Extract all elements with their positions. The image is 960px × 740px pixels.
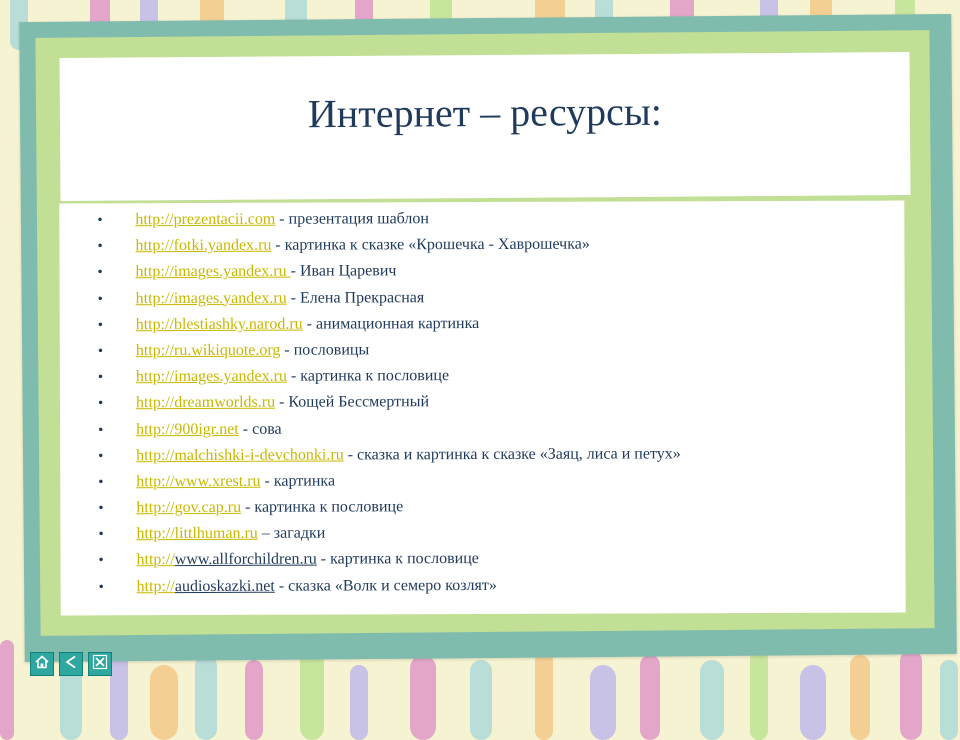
bullet: • (98, 443, 103, 469)
bullet: • (98, 495, 103, 521)
resource-description: – загадки (258, 525, 326, 542)
list-item (98, 467, 681, 495)
resource-link[interactable]: http://images.yandex.ru (136, 368, 287, 386)
bullet: • (98, 417, 103, 443)
resource-description: - сказка «Волк и семеро козлят» (275, 577, 497, 595)
close-icon (92, 654, 108, 675)
resource-description: - презентация шаблон (275, 210, 429, 228)
resource-list (97, 205, 681, 600)
resource-link[interactable]: http://ru.wikiquote.org (136, 342, 281, 360)
list-item (99, 572, 682, 600)
resource-description: - пословицы (280, 341, 369, 358)
list-item (98, 415, 681, 443)
resource-link[interactable]: http://gov.cap.ru (136, 499, 241, 516)
bullet: • (98, 548, 103, 574)
list-item (98, 441, 681, 469)
content-panel (59, 201, 905, 616)
bullet: • (98, 312, 103, 338)
resource-link[interactable]: http://www.xrest.ru (136, 473, 260, 490)
resource-link[interactable]: http://900igr.net (136, 420, 239, 437)
resource-description: - Елена Прекрасная (287, 289, 425, 306)
resource-link[interactable]: http://images.yandex.ru (136, 289, 287, 307)
resource-description: - картинка к пословице (241, 498, 403, 516)
resource-description: - картинка к пословице (317, 550, 479, 568)
list-item (98, 520, 681, 548)
list-item (97, 205, 680, 233)
close-button[interactable] (88, 652, 112, 676)
resource-link-tail[interactable]: audioskazki.net (175, 577, 275, 594)
bullet: • (98, 391, 103, 417)
home-icon (34, 654, 50, 675)
resource-link[interactable]: http://images.yandex.ru (135, 263, 290, 281)
resource-link[interactable]: http://blestiashky.narod.ru (136, 315, 303, 333)
home-button[interactable] (30, 652, 54, 676)
resource-description: - картинка (261, 472, 336, 489)
resource-link[interactable]: http:// (136, 552, 174, 569)
back-button[interactable] (59, 652, 83, 676)
bullet: • (98, 338, 103, 364)
resource-description: - Иван Царевич (291, 263, 397, 280)
slide-title: Интернет – ресурсы: (60, 86, 910, 139)
bullet: • (98, 286, 103, 312)
resource-description: - анимационная картинка (303, 315, 480, 333)
resource-link[interactable]: http://prezentacii.com (135, 211, 275, 228)
resource-description: - сова (239, 420, 282, 437)
bullet: • (98, 522, 103, 548)
bullet: • (97, 207, 102, 233)
list-item (98, 310, 681, 338)
bullet: • (97, 260, 102, 286)
resource-link[interactable]: http:// (137, 578, 175, 595)
title-panel (60, 52, 911, 201)
resource-link[interactable]: http://malchishki-i-devchonki.ru (136, 446, 344, 464)
resource-link[interactable]: http://littlhuman.ru (136, 525, 257, 542)
slide-navigation (30, 652, 112, 676)
bullet: • (97, 234, 102, 260)
list-item (98, 389, 681, 417)
list-item (97, 258, 680, 286)
list-item (98, 546, 681, 574)
resource-link[interactable]: http://dreamworlds.ru (136, 394, 275, 411)
resource-description: - картинка к пословице (287, 367, 449, 385)
list-item (98, 284, 681, 312)
bullet: • (98, 469, 103, 495)
list-item (97, 231, 680, 259)
resource-description: - картинка к сказке «Крошечка - Хаврошечка» (271, 236, 589, 254)
list-item (98, 362, 681, 390)
list-item (98, 336, 681, 364)
resource-link-tail[interactable]: www.allforchildren.ru (175, 551, 317, 568)
list-item (98, 493, 681, 521)
resource-description: - сказка и картинка к сказке «Заяц, лиса и петух» (344, 445, 681, 463)
back-arrow-icon (63, 654, 79, 675)
resource-description: - Кощей Бессмертный (275, 393, 429, 411)
bullet: • (98, 364, 103, 390)
bullet: • (99, 574, 104, 600)
resource-link[interactable]: http://fotki.yandex.ru (135, 237, 271, 254)
